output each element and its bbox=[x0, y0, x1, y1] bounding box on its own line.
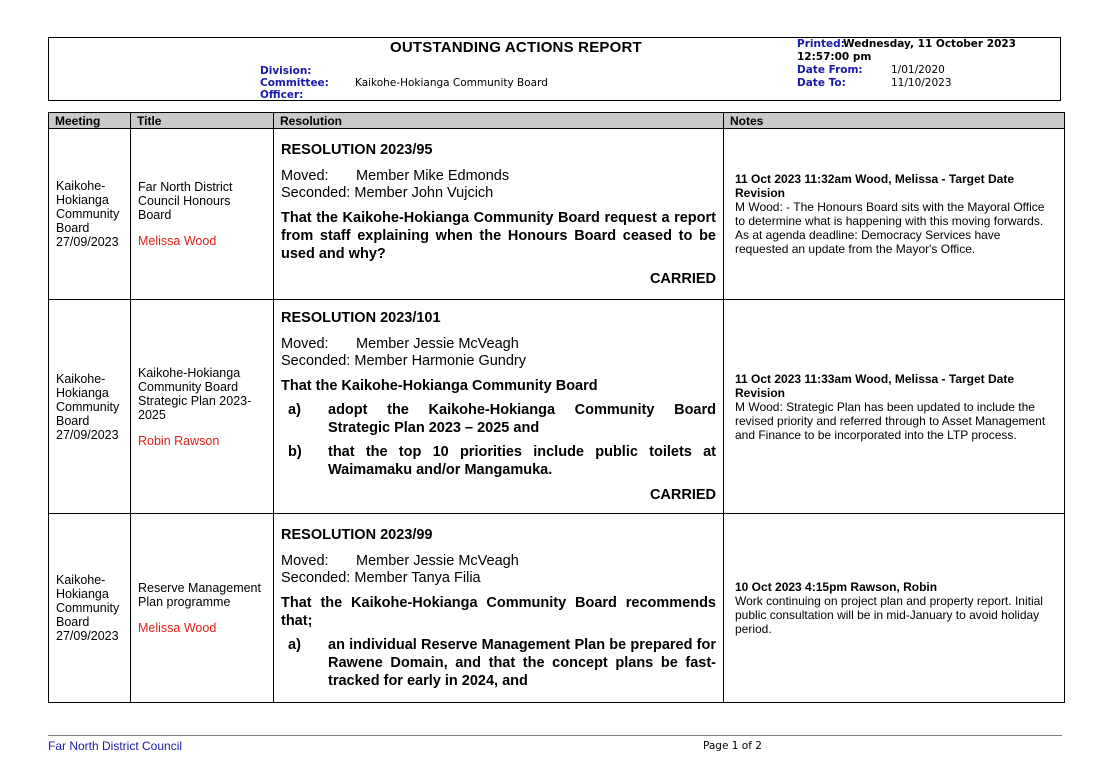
action-title: Far North District Council Honours Board bbox=[138, 180, 233, 222]
date-to-label: Date To: bbox=[797, 77, 846, 89]
meeting-cell: Kaikohe- Hokianga Community Board 27/09/2023 bbox=[49, 129, 131, 300]
date-from-label: Date From: bbox=[797, 64, 863, 76]
resolution-item: b) that the top 10 priorities include public toilets at Waimamaku and/or Mangamuka. bbox=[288, 444, 716, 478]
footer-org: Far North District Council bbox=[48, 739, 183, 753]
division-label: Division: bbox=[260, 65, 312, 77]
action-officer: Robin Rawson bbox=[138, 433, 220, 448]
table-header-row bbox=[49, 113, 1065, 129]
resolution-number: RESOLUTION 2023/95 bbox=[281, 141, 433, 158]
report-title: OUTSTANDING ACTIONS REPORT bbox=[390, 39, 642, 56]
carried-label: CARRIED bbox=[649, 487, 716, 503]
resolution-item: a) an individual Reserve Management Plan be prepared for Rawene Domain, and that the concept plans be fast-tracked for early in 2024, and bbox=[288, 636, 716, 689]
notes-heading: 10 Oct 2023 4:15pm Rawson, Robin bbox=[735, 580, 938, 594]
notes-heading: 11 Oct 2023 11:33am Wood, Melissa - Target Date Revision bbox=[735, 371, 1015, 400]
col-header-resolution: Resolution bbox=[274, 113, 724, 129]
resolution-cell bbox=[274, 129, 724, 300]
notes-cell bbox=[724, 514, 1065, 703]
title-cell bbox=[131, 300, 274, 514]
notes-cell bbox=[724, 300, 1065, 514]
date-from-value: 1/01/2020 bbox=[891, 64, 945, 76]
resolution-text: That the Kaikohe-Hokianga Community Board recommends that; bbox=[281, 594, 716, 629]
action-officer: Melissa Wood bbox=[138, 234, 217, 248]
notes-body: M Wood: - The Honours Board sits with the Mayoral Office to determine what is happening with this moving forwards. As at agenda deadline: Democracy Services have requested an update from the Mayor's Office. bbox=[735, 200, 1045, 256]
meeting-cell: Kaikohe- Hokianga Community Board 27/09/2023 bbox=[49, 300, 131, 514]
actions-table bbox=[48, 112, 1065, 703]
page-number: Page 1 of 2 bbox=[703, 740, 762, 752]
col-header-title: Title bbox=[131, 113, 274, 129]
seconded-line: Seconded: Member John Vujcich bbox=[281, 184, 494, 201]
col-header-notes: Notes bbox=[724, 113, 1065, 129]
notes-cell bbox=[724, 129, 1065, 300]
date-to-value: 11/10/2023 bbox=[891, 77, 952, 89]
resolution-number: RESOLUTION 2023/99 bbox=[281, 526, 433, 543]
resolution-cell bbox=[274, 300, 724, 514]
committee-value: Kaikohe-Hokianga Community Board bbox=[355, 77, 548, 89]
title-cell bbox=[131, 514, 274, 703]
officer-label: Officer: bbox=[260, 89, 304, 101]
seconded-line: Seconded: Member Tanya Filia bbox=[281, 569, 481, 586]
table-row bbox=[49, 129, 1065, 300]
resolution-text: That the Kaikohe-Hokianga Community Board bbox=[281, 378, 598, 394]
committee-label: Committee: bbox=[260, 77, 329, 89]
col-header-meeting: Meeting bbox=[49, 113, 131, 129]
printed-value: Wednesday, 11 October 2023 bbox=[843, 38, 1016, 50]
action-title: Kaikohe-Hokianga Community Board Strategic Plan 2023-2025 bbox=[138, 365, 252, 422]
notes-heading: 11 Oct 2023 11:32am Wood, Melissa - Target Date Revision bbox=[735, 172, 1015, 200]
moved-line: Moved: Member Jessie McVeagh bbox=[281, 552, 519, 569]
moved-line: Moved: Member Mike Edmonds bbox=[281, 167, 510, 184]
title-cell bbox=[131, 129, 274, 300]
seconded-line: Seconded: Member Harmonie Gundry bbox=[281, 353, 527, 369]
table-row bbox=[49, 514, 1065, 703]
footer-divider bbox=[48, 735, 1062, 736]
notes-body: M Wood: Strategic Plan has been updated to include the revised priority and referred through to Asset Management and Finance to be incorporated into the LTP process. bbox=[735, 399, 1046, 442]
printed-label: Printed: bbox=[797, 38, 845, 50]
carried-label: CARRIED bbox=[649, 270, 716, 287]
notes-body: Work continuing on project plan and property report. Initial public consultation will be in mid-January to avoid holiday period. bbox=[735, 594, 1043, 636]
resolution-item: a) adopt the Kaikohe-Hokianga Community Board Strategic Plan 2023 – 2025 and bbox=[288, 402, 716, 436]
moved-line: Moved: Member Jessie McVeagh bbox=[281, 336, 519, 352]
resolution-number: RESOLUTION 2023/101 bbox=[281, 310, 441, 326]
resolution-text: That the Kaikohe-Hokianga Community Board request a report from staff explaining when the Honours Board ceased to be used and why? bbox=[281, 209, 716, 262]
resolution-cell bbox=[274, 514, 724, 703]
table-row bbox=[49, 300, 1065, 514]
action-title: Reserve Management Plan programme bbox=[138, 581, 261, 609]
action-officer: Melissa Wood bbox=[138, 621, 217, 635]
printed-time: 12:57:00 pm bbox=[797, 51, 872, 63]
meeting-cell: Kaikohe- Hokianga Community Board 27/09/2023 bbox=[49, 514, 131, 703]
